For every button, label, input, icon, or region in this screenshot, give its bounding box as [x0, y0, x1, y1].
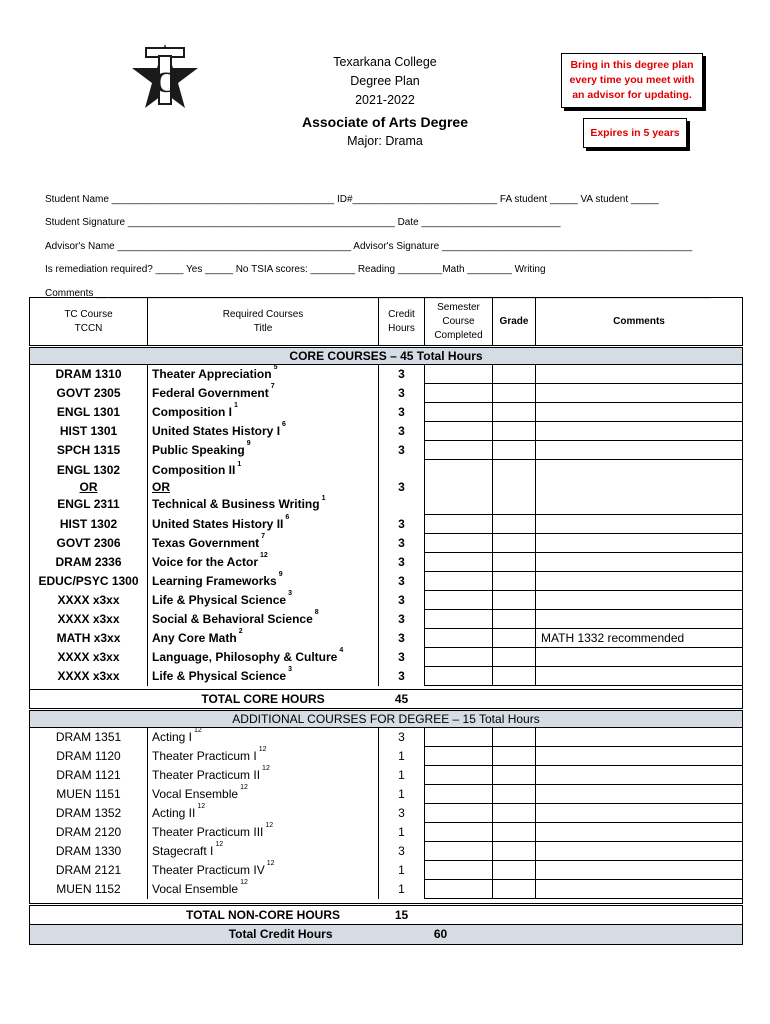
footnote-number: 12 [260, 552, 268, 559]
footnote-number: 12 [258, 746, 267, 753]
semester-cell[interactable] [425, 441, 493, 460]
total-core-value: 45 [379, 690, 425, 710]
semester-cell[interactable] [425, 667, 493, 686]
comment-cell[interactable] [536, 460, 743, 515]
grade-cell[interactable] [493, 422, 536, 441]
table-row [30, 648, 743, 667]
course-title: United States History I $^6$ [148, 422, 379, 441]
semester-cell[interactable] [425, 422, 493, 441]
credit-hours: 3 [379, 365, 425, 384]
bring-plan-notice: Bring in this degree plan every time you meet with an advisor for updating. [561, 53, 703, 108]
footnote-number: 1 [234, 402, 238, 409]
course-code: DRAM 1310 [30, 365, 148, 384]
grade-cell[interactable] [493, 591, 536, 610]
semester-cell[interactable] [425, 572, 493, 591]
comment-cell[interactable] [536, 747, 743, 766]
comment-cell[interactable] [536, 403, 743, 422]
degree-title: Associate of Arts Degree [302, 114, 468, 130]
grade-cell[interactable] [493, 515, 536, 534]
course-title: Theater Appreciation $^5$ [148, 365, 379, 384]
footnote-number: 12 [197, 803, 206, 810]
semester-cell[interactable] [425, 804, 493, 823]
footnote-number: 2 [238, 628, 243, 635]
grade-cell[interactable] [493, 365, 536, 384]
grade-cell[interactable] [493, 766, 536, 785]
semester-cell[interactable] [425, 648, 493, 667]
grade-cell[interactable] [493, 842, 536, 861]
table-row [30, 610, 743, 629]
total-noncore-value: 15 [394, 908, 409, 922]
credit-hours: 3 [379, 553, 425, 572]
semester-cell[interactable] [425, 823, 493, 842]
course-code: DRAM 2336 [30, 553, 148, 572]
comment-cell[interactable] [536, 880, 743, 899]
svg-text:C: C [154, 66, 176, 99]
course-code: DRAM 2121 [30, 861, 148, 880]
footnote-number: 12 [262, 765, 270, 772]
comment-cell[interactable] [536, 766, 743, 785]
grade-cell[interactable] [493, 861, 536, 880]
course-code: HIST 1302 [30, 515, 148, 534]
table-row [30, 667, 743, 686]
comment-cell[interactable]: MATH 1332 recommended [536, 629, 743, 648]
footnote-number: 9 [246, 440, 251, 447]
credit-hours: 1 [379, 861, 425, 880]
comment-cell[interactable] [536, 861, 743, 880]
semester-cell[interactable] [425, 610, 493, 629]
course-code: DRAM 1351 [30, 728, 148, 747]
footnote-number: 7 [270, 383, 275, 390]
table-row [30, 534, 743, 553]
course-title: Any Core Math $^2$ [148, 629, 379, 648]
grade-cell[interactable] [493, 610, 536, 629]
comment-cell[interactable] [536, 648, 743, 667]
table-row [30, 823, 743, 842]
grade-cell[interactable] [493, 384, 536, 403]
comment-cell[interactable] [536, 515, 743, 534]
remediation-line[interactable]: Is remediation required? _____ Yes _____ No TSIA scores: ________ Reading ________Math ________ Writing [45, 264, 546, 276]
document-header [270, 53, 500, 151]
course-code: XXXX x3xx [30, 591, 148, 610]
footnote-number: 6 [285, 514, 290, 521]
table-row [30, 591, 743, 610]
table-row [30, 728, 743, 747]
grade-cell[interactable] [493, 441, 536, 460]
course-title: Learning Frameworks $^9$ [148, 572, 379, 591]
semester-cell[interactable] [425, 515, 493, 534]
footnote-number: 5 [273, 364, 278, 372]
credit-hours: 3 [379, 422, 425, 441]
table-row [30, 553, 743, 572]
course-title: Theater Practicum III $^{12}$ [148, 823, 379, 842]
semester-cell[interactable] [425, 766, 493, 785]
credit-hours: 3 [379, 591, 425, 610]
table-row [30, 747, 743, 766]
course-code: EDUC/PSYC 1300 [30, 572, 148, 591]
comment-cell[interactable] [536, 728, 743, 747]
credit-hours: 3 [379, 441, 425, 460]
comment-cell[interactable] [536, 572, 743, 591]
plan-year: 2021-2022 [355, 93, 415, 107]
grade-cell[interactable] [493, 648, 536, 667]
semester-cell[interactable] [425, 861, 493, 880]
grade-cell[interactable] [493, 629, 536, 648]
total-core-label: TOTAL CORE HOURS [148, 690, 379, 710]
course-title: Theater Practicum IV $^{12}$ [148, 861, 379, 880]
semester-cell[interactable] [425, 785, 493, 804]
course-code: XXXX x3xx [30, 667, 148, 686]
advisor-line[interactable]: Advisor's Name __________________________________________ Advisor's Signature _____________________________________________ [45, 240, 693, 252]
grade-cell[interactable] [493, 728, 536, 747]
course-code: DRAM 1120 [30, 747, 148, 766]
grade-cell[interactable] [493, 534, 536, 553]
col-semester: Semester Course Completed [425, 298, 493, 347]
grade-cell[interactable] [493, 785, 536, 804]
course-code: DRAM 1121 [30, 766, 148, 785]
total-noncore-label: TOTAL NON-CORE HOURS [185, 908, 340, 922]
credit-hours: 1 [379, 766, 425, 785]
comment-cell[interactable] [536, 553, 743, 572]
footnote-number: 6 [282, 421, 286, 428]
course-title: United States History II $^6$ [148, 515, 379, 534]
comment-cell[interactable] [536, 422, 743, 441]
course-title: Stagecraft I $^{12}$ [148, 842, 379, 861]
footnote-number: 12 [215, 841, 224, 848]
semester-cell[interactable] [425, 591, 493, 610]
student-info-fields [45, 192, 745, 309]
table-row [30, 365, 743, 384]
credit-hours: 3 [379, 667, 425, 686]
semester-cell[interactable] [425, 460, 493, 515]
credit-hours: 3 [379, 572, 425, 591]
additional-section-header: ADDITIONAL COURSES FOR DEGREE – 15 Total Hours [30, 710, 743, 728]
student-name-line[interactable]: Student Name ________________________________________ ID#__________________________ FA student _____ VA student _____ [45, 194, 659, 205]
footnote-number: 8 [314, 609, 319, 616]
course-title: Language, Philosophy & Culture $^4$ [148, 648, 379, 667]
grade-cell[interactable] [493, 880, 536, 899]
grade-cell[interactable] [493, 460, 536, 515]
grade-cell[interactable] [493, 804, 536, 823]
course-code: MUEN 1151 [30, 785, 148, 804]
college-name: Texarkana College [333, 55, 437, 69]
footnote-number: 12 [266, 860, 275, 867]
table-row [30, 384, 743, 403]
col-title: Required Courses Title [148, 298, 379, 347]
credit-hours: 3 [379, 610, 425, 629]
credit-hours: 3 [379, 384, 425, 403]
course-code: GOVT 2305 [30, 384, 148, 403]
comment-cell[interactable] [536, 842, 743, 861]
credit-hours: 3 [379, 648, 425, 667]
course-code: GOVT 2306 [30, 534, 148, 553]
semester-cell[interactable] [425, 728, 493, 747]
course-title: Texas Government $^7$ [148, 534, 379, 553]
total-credit-label: Total Credit Hours [30, 925, 379, 945]
credit-hours: 3 [379, 515, 425, 534]
course-code: DRAM 2120 [30, 823, 148, 842]
major: Major: Drama [347, 134, 423, 148]
table-row [30, 804, 743, 823]
table-row [30, 861, 743, 880]
course-code: HIST 1301 [30, 422, 148, 441]
course-code: DRAM 1330 [30, 842, 148, 861]
comment-cell[interactable] [536, 823, 743, 842]
comment-cell[interactable] [536, 365, 743, 384]
table-row: ENGL 1302 OR ENGL 2311 Composition II $^1$ OR Technical & Business Writing $^1$ 3 [30, 460, 743, 515]
course-title: Voice for the Actor $^{12}$ [148, 553, 379, 572]
grade-cell[interactable] [493, 823, 536, 842]
grade-cell[interactable] [493, 553, 536, 572]
course-title: Acting I $^{12}$ [148, 728, 379, 747]
table-row [30, 441, 743, 460]
total-credit-value: 60 [379, 925, 493, 945]
table-row [30, 629, 743, 648]
credit-hours: 1 [379, 823, 425, 842]
course-code: ENGL 1301 [30, 403, 148, 422]
credit-hours: 3 [379, 728, 425, 747]
grade-cell[interactable] [493, 403, 536, 422]
credit-hours: 3 [379, 804, 425, 823]
semester-cell[interactable] [425, 747, 493, 766]
credit-hours: 3 [379, 403, 425, 422]
semester-cell[interactable] [425, 534, 493, 553]
total-core-row [30, 690, 743, 710]
col-course: TC Course TCCN [30, 298, 148, 347]
comment-cell[interactable] [536, 384, 743, 403]
col-grade: Grade [493, 298, 536, 347]
plan-label: Degree Plan [350, 74, 420, 88]
semester-cell[interactable] [425, 553, 493, 572]
footnote-number: 12 [240, 879, 248, 886]
footnote-number: 12 [265, 822, 274, 829]
comment-cell[interactable] [536, 785, 743, 804]
table-row [30, 422, 743, 441]
course-title: Social & Behavioral Science $^8$ [148, 610, 379, 629]
comments-line[interactable]: Comments __ ____________________________________________________________________________________________________________ [45, 287, 711, 299]
comment-cell[interactable] [536, 534, 743, 553]
col-credit: Credit Hours [379, 298, 425, 347]
credit-hours: 3 [379, 842, 425, 861]
col-comments: Comments [536, 298, 743, 347]
grade-cell[interactable] [493, 747, 536, 766]
footnote-number: 12 [194, 727, 202, 735]
degree-plan-table [29, 297, 743, 945]
core-section-header: CORE COURSES – 45 Total Hours [30, 347, 743, 365]
course-title: Vocal Ensemble $^{12}$ [148, 880, 379, 899]
course-code: MUEN 1152 [30, 880, 148, 899]
credit-hours: 1 [379, 880, 425, 899]
footnote-number: 12 [240, 784, 248, 791]
grade-cell[interactable] [493, 572, 536, 591]
course-title: Theater Practicum II $^{12}$ [148, 766, 379, 785]
table-row [30, 842, 743, 861]
course-code: SPCH 1315 [30, 441, 148, 460]
course-title: Composition I $^1$ [148, 403, 379, 422]
table-row [30, 403, 743, 422]
table-row [30, 766, 743, 785]
credit-hours: 1 [379, 747, 425, 766]
semester-cell[interactable] [425, 365, 493, 384]
course-code: MATH x3xx [30, 629, 148, 648]
table-header-row [30, 298, 743, 347]
course-title: Theater Practicum I $^{12}$ [148, 747, 379, 766]
semester-cell[interactable] [425, 842, 493, 861]
credit-hours: 3 [379, 629, 425, 648]
grade-cell[interactable] [493, 667, 536, 686]
course-title: Public Speaking $^9$ [148, 441, 379, 460]
course-title: Acting II $^{12}$ [148, 804, 379, 823]
total-noncore-row [30, 905, 743, 925]
comment-cell[interactable] [536, 591, 743, 610]
footnote-number: 3 [288, 666, 292, 673]
comment-cell[interactable] [536, 804, 743, 823]
credit-hours: 1 [379, 785, 425, 804]
table-row [30, 880, 743, 899]
table-row [30, 785, 743, 804]
comment-cell[interactable] [536, 610, 743, 629]
course-title: Life & Physical Science $^3$ [148, 591, 379, 610]
course-title: Vocal Ensemble $^{12}$ [148, 785, 379, 804]
semester-cell[interactable] [425, 403, 493, 422]
course-code: XXXX x3xx [30, 610, 148, 629]
semester-cell[interactable] [425, 629, 493, 648]
total-credit-row [30, 925, 743, 945]
table-row [30, 572, 743, 591]
footnote-number: 3 [288, 590, 292, 597]
semester-cell[interactable] [425, 384, 493, 403]
footnote-number: 4 [339, 647, 344, 654]
comment-cell[interactable] [536, 441, 743, 460]
course-code: DRAM 1352 [30, 804, 148, 823]
semester-cell[interactable] [425, 880, 493, 899]
student-signature-line[interactable]: Student Signature ________________________________________________ Date _________________________ [45, 217, 561, 229]
comment-cell[interactable] [536, 667, 743, 686]
course-title: Federal Government $^7$ [148, 384, 379, 403]
course-code: XXXX x3xx [30, 648, 148, 667]
footnote-number: 9 [278, 571, 283, 578]
course-title: Life & Physical Science $^3$ [148, 667, 379, 686]
texarkana-college-logo [132, 42, 198, 114]
credit-hours: 3 [379, 534, 425, 553]
expires-notice: Expires in 5 years [583, 118, 687, 148]
table-row [30, 515, 743, 534]
footnote-number: 7 [261, 533, 266, 540]
